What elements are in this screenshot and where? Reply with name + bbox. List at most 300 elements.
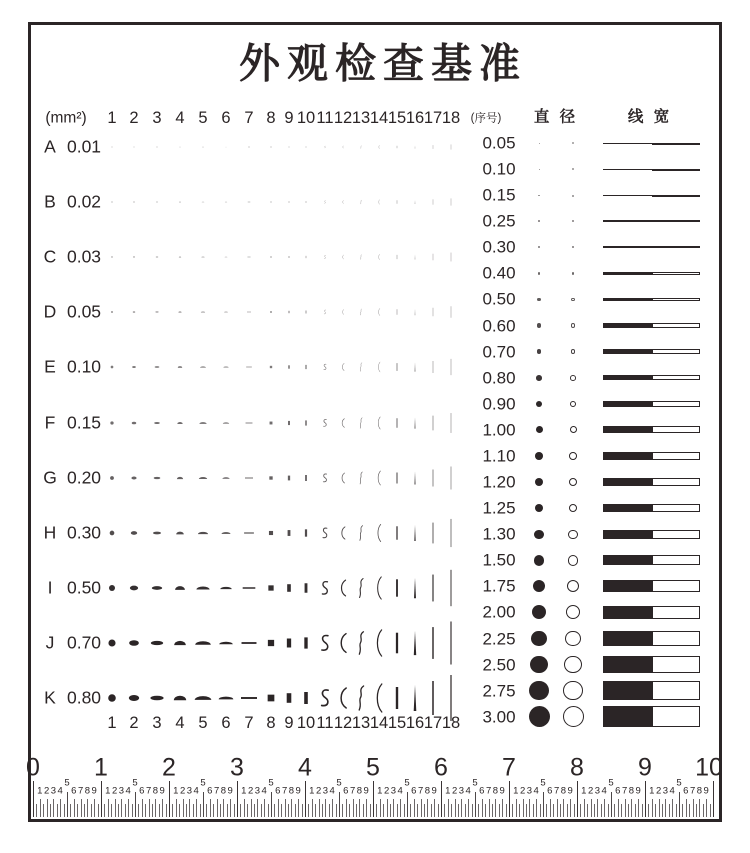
ruler-tick: [363, 804, 364, 817]
size-value: 3.00: [482, 707, 516, 727]
ruler-tick: [560, 804, 561, 817]
ruler-tick: [580, 804, 581, 817]
ruler-tick: [40, 799, 41, 817]
defect-mark-tall-vertical-line: [436, 648, 466, 748]
column-number: 15: [387, 713, 407, 732]
ruler-sub-digit: 6: [207, 785, 213, 797]
ruler-sub-digit: 8: [424, 785, 431, 797]
line-width-sample: [603, 426, 700, 433]
diameter-open-circle: [571, 298, 575, 302]
ruler-tick: [696, 804, 697, 817]
ruler-sub-digit: 7: [417, 785, 424, 797]
ruler-tick: [36, 804, 37, 817]
column-number: 3: [152, 713, 162, 732]
ruler-tick: [570, 799, 571, 817]
line-width-sample: [603, 681, 700, 700]
ruler-tick: [183, 799, 184, 817]
ruler-tick: [638, 799, 639, 817]
column-number: 4: [175, 108, 185, 127]
line-width-outline-half: [652, 143, 701, 145]
ruler-tick: [98, 804, 99, 817]
line-width-sample: [603, 606, 700, 620]
ruler-tick: [342, 804, 343, 817]
ruler-tick: [101, 781, 102, 817]
row-letter: G: [43, 466, 57, 487]
ruler-tick: [655, 804, 656, 817]
ruler-tick: [594, 804, 595, 817]
diameter-filled-dot: [534, 555, 545, 566]
row-area-value: 0.01: [66, 136, 102, 157]
ruler-tick: [33, 781, 34, 817]
ruler-tick: [686, 799, 687, 817]
ruler-tick: [319, 799, 320, 817]
line-width-sample: [603, 504, 700, 513]
ruler-sub-digit: 2: [315, 785, 322, 797]
ruler-tick: [465, 804, 466, 817]
line-width-solid-half: [603, 504, 652, 513]
line-width-solid-half: [603, 426, 652, 433]
ruler-tick: [427, 799, 428, 817]
ruler-tick: [244, 799, 245, 817]
ruler-tick: [662, 804, 663, 817]
column-number: 4: [175, 713, 185, 732]
ruler-sub-digit: 1: [37, 785, 43, 797]
ruler-tick: [458, 804, 459, 817]
column-number: 11: [316, 713, 334, 732]
line-width-outline-half: [652, 606, 701, 620]
diameter-filled-dot: [539, 169, 540, 170]
ruler-sub-digit: 7: [145, 785, 152, 797]
row-area-value: 0.80: [66, 687, 102, 708]
line-width-sample: [603, 272, 700, 275]
ruler-tick: [278, 799, 279, 817]
ruler-tick: [577, 781, 578, 817]
ruler-tick: [159, 804, 160, 817]
ruler-tick: [172, 804, 173, 817]
ruler-tick: [665, 799, 666, 817]
column-number: 12: [333, 108, 353, 127]
diameter-open-circle: [570, 426, 577, 433]
ruler-tick: [472, 804, 473, 817]
line-width-outline-half: [652, 375, 701, 381]
ruler-tick: [550, 799, 551, 817]
ruler-sub-digit: 1: [105, 785, 111, 797]
ruler-sub-digit: 2: [111, 785, 118, 797]
ruler-sub-digit: 4: [397, 785, 403, 797]
line-width-sample: [603, 246, 700, 248]
line-width-solid-half: [603, 452, 652, 460]
ruler-sub-digit: 9: [227, 785, 233, 797]
ruler-tick: [312, 799, 313, 817]
size-value: 0.10: [482, 159, 516, 179]
ruler-sub-digit: 9: [295, 785, 301, 797]
ruler-tick: [108, 799, 109, 817]
column-number: 16: [405, 108, 425, 127]
page-title: 外观检查基准: [239, 40, 527, 87]
ruler-tick: [604, 799, 605, 817]
ruler-tick: [53, 799, 54, 817]
ruler-tick: [635, 804, 636, 817]
diameter-open-circle: [570, 401, 576, 407]
line-width-sample: [603, 555, 700, 565]
ruler-tick: [370, 804, 371, 817]
ruler-sub-digit: 3: [322, 785, 329, 797]
ruler-sub-digit: 6: [615, 785, 621, 797]
ruler-sub-digit: 9: [363, 785, 369, 797]
ruler-tick: [227, 804, 228, 817]
size-value: 1.30: [482, 524, 516, 544]
diameter-open-circle: [568, 555, 579, 566]
ruler-tick: [676, 804, 677, 817]
ruler-tick: [387, 799, 388, 817]
ruler-tick: [149, 799, 150, 817]
ruler-tick: [414, 799, 415, 817]
line-width-outline-half: [652, 580, 701, 592]
diameter-filled-dot: [529, 681, 548, 700]
line-width-solid-half: [603, 195, 652, 196]
line-width-outline-half: [652, 530, 701, 539]
row-area-value: 0.03: [66, 246, 102, 267]
column-number: 3: [152, 108, 162, 127]
ruler-sub-digit: 1: [649, 785, 655, 797]
ruler-tick: [648, 804, 649, 817]
line-width-sample: [603, 375, 700, 381]
ruler-tick: [540, 804, 541, 817]
ruler-sub-digit: 1: [309, 785, 315, 797]
ruler-sub-digit: 5: [608, 777, 614, 789]
row-letter: C: [43, 246, 57, 267]
ruler-tick: [591, 799, 592, 817]
ruler-tick: [455, 799, 456, 817]
diameter-filled-dot: [534, 530, 543, 539]
size-value: 2.25: [482, 629, 516, 649]
ruler-tick: [390, 804, 391, 817]
ruler-sub-digit: 5: [336, 777, 342, 789]
diameter-open-circle: [563, 681, 582, 700]
diameter-open-circle: [564, 656, 582, 674]
ruler-tick: [502, 799, 503, 817]
ruler-tick: [434, 799, 435, 817]
ruler-tick: [169, 781, 170, 817]
ruler-sub-digit: 9: [635, 785, 641, 797]
line-width-solid-half: [603, 555, 652, 565]
ruler-tick: [104, 804, 105, 817]
ruler-tick: [203, 792, 204, 817]
ruler-tick: [346, 799, 347, 817]
ruler-sub-digit: 9: [159, 785, 165, 797]
ruler-sub-digit: 1: [241, 785, 247, 797]
ruler-tick: [339, 792, 340, 817]
ruler-tick: [424, 804, 425, 817]
ruler-tick: [254, 804, 255, 817]
ruler-tick: [325, 799, 326, 817]
ruler-tick: [482, 799, 483, 817]
area-unit-label: (mm²): [45, 109, 87, 127]
size-value: 2.50: [482, 655, 516, 675]
ruler-sub-digit: 2: [247, 785, 254, 797]
ruler-tick: [179, 804, 180, 817]
line-width-sample: [603, 169, 700, 170]
ruler-tick: [516, 799, 517, 817]
size-value: 1.10: [482, 446, 516, 466]
size-value: 0.90: [482, 394, 516, 414]
ruler-tick: [315, 804, 316, 817]
ruler-tick: [448, 799, 449, 817]
row-letter: E: [44, 356, 56, 377]
row-letter: D: [43, 301, 57, 322]
ruler-tick: [557, 799, 558, 817]
column-number: 12: [333, 713, 353, 732]
column-number: 8: [266, 108, 276, 127]
ruler-sub-digit: 6: [139, 785, 145, 797]
ruler-sub-digit: 4: [193, 785, 199, 797]
ruler-tick: [410, 804, 411, 817]
ruler-tick: [210, 799, 211, 817]
column-number: 17: [423, 713, 443, 732]
diameter-column-header: 直 径: [533, 108, 579, 126]
ruler-tick: [563, 799, 564, 817]
ruler-tick: [138, 804, 139, 817]
size-value: 0.70: [482, 342, 516, 362]
ruler-tick: [94, 799, 95, 817]
ruler-sub-digit: 9: [431, 785, 437, 797]
ruler-tick: [679, 792, 680, 817]
ruler-tick: [223, 799, 224, 817]
ruler-tick: [499, 804, 500, 817]
line-width-outline-half: [652, 220, 701, 222]
line-width-outline-half: [652, 504, 701, 513]
ruler-sub-digit: 3: [118, 785, 125, 797]
ruler-tick: [444, 804, 445, 817]
row-area-value: 0.02: [66, 191, 102, 212]
ruler-tick: [512, 804, 513, 817]
column-number: 17: [423, 108, 443, 127]
ruler-sub-digit: 4: [329, 785, 335, 797]
ruler-tick: [492, 804, 493, 817]
ruler-tick: [621, 804, 622, 817]
ruler-sub-digit: 9: [91, 785, 97, 797]
ruler-tick: [268, 804, 269, 817]
diameter-filled-dot: [538, 195, 539, 196]
ruler-sub-digit: 7: [281, 785, 288, 797]
ruler-sub-digit: 1: [445, 785, 451, 797]
ruler-tick: [376, 804, 377, 817]
line-width-outline-half: [652, 401, 701, 407]
diameter-filled-dot: [538, 220, 540, 222]
ruler-tick: [200, 804, 201, 817]
ruler-sub-digit: 6: [683, 785, 689, 797]
line-width-outline-half: [652, 349, 701, 354]
column-number: 16: [405, 713, 425, 732]
ruler-tick: [125, 804, 126, 817]
column-number: 11: [316, 108, 334, 127]
ruler-tick: [349, 804, 350, 817]
ruler-sub-digit: 8: [356, 785, 363, 797]
ruler-sub-digit: 4: [125, 785, 131, 797]
ruler-tick: [84, 804, 85, 817]
line-width-solid-half: [603, 272, 652, 275]
ruler-sub-digit: 2: [655, 785, 662, 797]
ruler-unit-number: 3: [230, 753, 244, 782]
ruler-tick: [302, 804, 303, 817]
column-number: 8: [266, 713, 276, 732]
ruler-tick: [506, 804, 507, 817]
line-width-outline-half: [652, 426, 701, 433]
ruler-tick: [652, 799, 653, 817]
ruler-tick: [431, 804, 432, 817]
line-width-solid-half: [603, 143, 652, 144]
ruler-sub-digit: 7: [689, 785, 696, 797]
ruler-sub-digit: 3: [390, 785, 397, 797]
size-value: 2.00: [482, 602, 516, 622]
size-value: 0.05: [482, 133, 516, 153]
ruler-tick: [115, 799, 116, 817]
column-number: 1: [107, 713, 117, 732]
line-width-sample: [603, 323, 700, 327]
ruler-tick: [298, 799, 299, 817]
ruler-unit-number: 6: [434, 753, 448, 782]
ruler-tick: [70, 804, 71, 817]
ruler-tick: [271, 792, 272, 817]
ruler-tick: [625, 799, 626, 817]
ruler-sub-digit: 8: [560, 785, 567, 797]
diameter-open-circle: [568, 530, 577, 539]
size-value: 1.75: [482, 576, 516, 596]
line-width-sample: [603, 530, 700, 539]
ruler-sub-digit: 5: [200, 777, 206, 789]
size-value: 0.15: [482, 185, 516, 205]
size-value: 0.60: [482, 316, 516, 336]
ruler-tick: [111, 804, 112, 817]
line-width-outline-half: [652, 631, 701, 647]
ruler-tick: [247, 804, 248, 817]
ruler-tick: [703, 804, 704, 817]
ruler-tick: [87, 799, 88, 817]
diameter-filled-dot: [537, 298, 541, 302]
row-letter: I: [47, 577, 53, 598]
size-value: 0.40: [482, 263, 516, 283]
column-number: 9: [284, 108, 294, 127]
ruler-tick: [261, 804, 262, 817]
ruler-tick: [251, 799, 252, 817]
ruler-tick: [441, 781, 442, 817]
ruler-tick: [291, 799, 292, 817]
ruler-tick: [608, 804, 609, 817]
ruler-sub-digit: 6: [275, 785, 281, 797]
ruler-sub-digit: 5: [404, 777, 410, 789]
ruler-tick: [264, 799, 265, 817]
ruler-tick: [438, 804, 439, 817]
line-width-solid-half: [603, 298, 652, 301]
ruler-tick: [81, 799, 82, 817]
column-number: 18: [441, 713, 461, 732]
size-value: 0.50: [482, 289, 516, 309]
line-width-sample: [603, 452, 700, 460]
ruler-sub-digit: 8: [696, 785, 703, 797]
line-width-outline-half: [652, 555, 701, 565]
ruler-tick: [421, 799, 422, 817]
diameter-open-circle: [563, 706, 584, 727]
diameter-open-circle: [571, 323, 575, 327]
ruler-sub-digit: 6: [71, 785, 77, 797]
ruler-tick: [567, 804, 568, 817]
diameter-filled-dot: [539, 143, 540, 144]
ruler-sub-digit: 6: [479, 785, 485, 797]
ruler-tick: [193, 804, 194, 817]
ruler-tick: [618, 799, 619, 817]
ruler-tick: [526, 804, 527, 817]
ruler-sub-digit: 3: [50, 785, 57, 797]
size-value: 1.25: [482, 498, 516, 518]
ruler-sub-digit: 2: [179, 785, 186, 797]
ruler-tick: [584, 799, 585, 817]
ruler-unit-number: 8: [570, 753, 584, 782]
line-width-outline-half: [652, 478, 701, 486]
line-width-solid-half: [603, 681, 652, 700]
ruler-tick: [614, 804, 615, 817]
ruler-tick: [213, 804, 214, 817]
ruler-tick: [407, 792, 408, 817]
ruler-tick: [145, 804, 146, 817]
ruler-tick: [509, 781, 510, 817]
ruler-tick: [574, 804, 575, 817]
ruler-sub-digit: 5: [676, 777, 682, 789]
ruler-sub-digit: 4: [57, 785, 63, 797]
ruler-sub-digit: 2: [451, 785, 458, 797]
line-width-outline-half: [652, 246, 701, 248]
ruler-sub-digit: 8: [220, 785, 227, 797]
ruler-tick: [485, 804, 486, 817]
ruler-tick: [281, 804, 282, 817]
row-area-value: 0.30: [66, 521, 102, 542]
ruler-tick: [489, 799, 490, 817]
line-width-outline-half: [652, 272, 701, 275]
size-value: 0.30: [482, 237, 516, 257]
ruler-unit-number: 10: [695, 753, 723, 782]
ruler-tick: [240, 804, 241, 817]
ruler-sub-digit: 1: [513, 785, 519, 797]
ruler-tick: [451, 804, 452, 817]
row-letter: B: [44, 191, 56, 212]
diameter-filled-dot: [535, 452, 543, 460]
diameter-filled-dot: [531, 631, 547, 647]
ruler-tick: [380, 799, 381, 817]
line-width-solid-half: [603, 323, 652, 327]
ruler-tick: [189, 799, 190, 817]
ruler-sub-digit: 8: [152, 785, 159, 797]
size-value: 0.25: [482, 211, 516, 231]
ruler-tick: [322, 804, 323, 817]
row-area-value: 0.50: [66, 577, 102, 598]
ruler-tick: [693, 799, 694, 817]
diameter-filled-dot: [530, 656, 548, 674]
row-area-value: 0.70: [66, 632, 102, 653]
ruler-tick: [699, 799, 700, 817]
line-width-solid-half: [603, 530, 652, 539]
ruler-tick: [597, 799, 598, 817]
line-width-outline-half: [652, 323, 701, 327]
ruler-sub-digit: 5: [472, 777, 478, 789]
ruler-tick: [393, 799, 394, 817]
ruler-unit-number: 2: [162, 753, 176, 782]
ruler-tick: [523, 799, 524, 817]
ruler-sub-digit: 7: [77, 785, 84, 797]
ruler-tick: [519, 804, 520, 817]
ruler-sub-digit: 5: [132, 777, 138, 789]
line-width-sample: [603, 349, 700, 354]
ruler-tick: [536, 799, 537, 817]
ruler-tick: [397, 804, 398, 817]
